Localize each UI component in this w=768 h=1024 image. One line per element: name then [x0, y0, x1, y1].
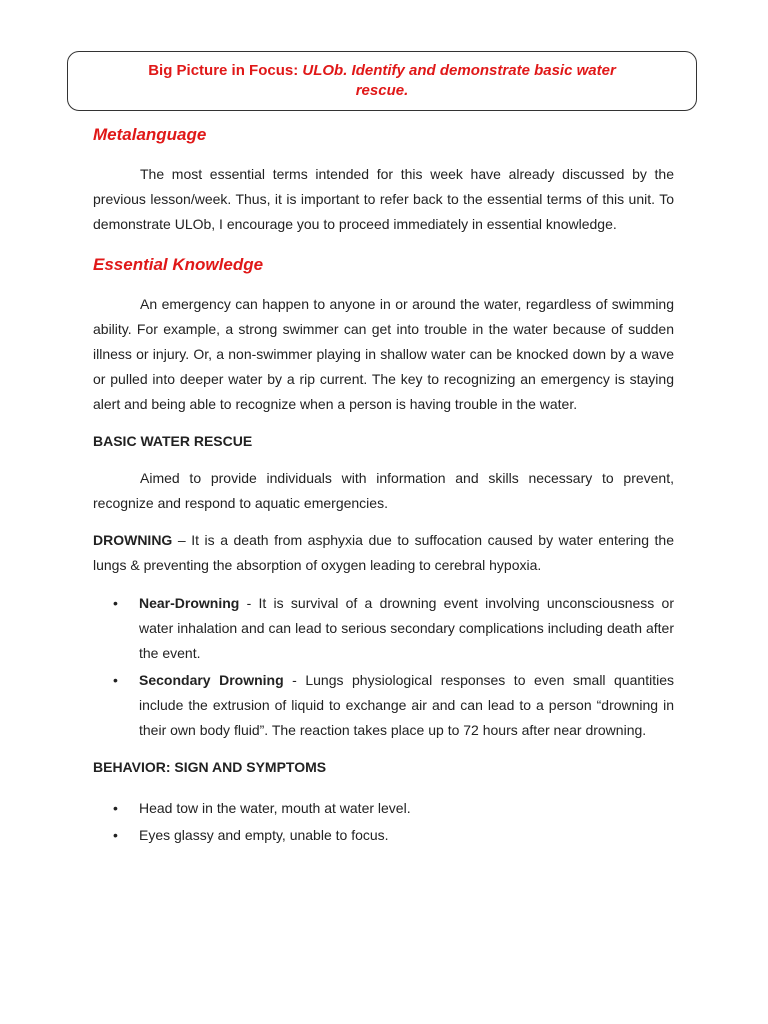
- bullet-icon: •: [113, 672, 118, 688]
- bullet-icon: •: [113, 827, 118, 843]
- drowning-types-list: [93, 591, 674, 743]
- list-item-term: Near-Drowning: [139, 595, 240, 611]
- drowning-text: – It is a death from asphyxia due to suffocation caused by water entering the lungs & preventing the absorption of oxygen leading to cerebral hypoxia.: [93, 532, 674, 573]
- bullet-icon: •: [113, 800, 118, 816]
- behavior-heading: BEHAVIOR: SIGN AND SYMPTOMS: [93, 759, 327, 775]
- banner-prefix: Big Picture in Focus:: [148, 62, 303, 79]
- banner-title-line1: ULOb. Identify and demonstrate basic water: [302, 62, 616, 79]
- bullet-icon: •: [113, 595, 118, 611]
- document-body: [93, 124, 674, 849]
- list-item-text: - It is survival of a drowning event involving unconsciousness or water inhalation and can lead to serious secondary complications including death after the event.: [139, 595, 674, 661]
- list-item: [93, 591, 674, 666]
- metalanguage-paragraph: The most essential terms intended for this week have already discussed by the previous lesson/week. Thus, it is important to refer back to the essential terms of this unit. To demonstrate ULOb, I encourage you to proceed immediately in essential knowledge.: [93, 166, 674, 232]
- banner-line-2: [356, 81, 409, 101]
- metalanguage-heading: Metalanguage: [93, 125, 207, 144]
- list-item: [93, 668, 674, 743]
- list-item-text: - Lungs physiological responses to even small quantities include the extrusion of liquid to exchange air and can lead to a person “drowning in their own body fluid”. The reaction takes place up to 72 hours after near drowning.: [139, 672, 674, 738]
- behavior-list: [93, 795, 674, 849]
- essential-knowledge-paragraph: An emergency can happen to anyone in or around the water, regardless of swimming ability. For example, a strong swimmer can get into trouble in the water because of sudden illness or injury. Or, a non-swimmer playing in shallow water can be knocked down by a wave or pulled into deeper water by a rip current. The key to recognizing an emergency is staying alert and being able to recognize when a person is having trouble in the water.: [93, 296, 674, 412]
- basic-water-rescue-heading: BASIC WATER RESCUE: [93, 433, 253, 449]
- list-item-text: Eyes glassy and empty, unable to focus.: [139, 827, 389, 843]
- basic-water-rescue-paragraph: Aimed to provide individuals with information and skills necessary to prevent, recognize and respond to aquatic emergencies.: [93, 470, 674, 511]
- big-picture-banner: [67, 51, 697, 111]
- drowning-definition: [93, 528, 674, 578]
- drowning-term: DROWNING: [93, 532, 173, 548]
- banner-line-1: [148, 61, 616, 81]
- list-item: [93, 795, 674, 822]
- list-item-text: Head tow in the water, mouth at water level.: [139, 800, 411, 816]
- banner-title-line2: rescue.: [355, 82, 409, 99]
- essential-knowledge-heading: Essential Knowledge: [93, 255, 264, 274]
- list-item: [93, 822, 674, 849]
- list-item-term: Secondary Drowning: [139, 672, 284, 688]
